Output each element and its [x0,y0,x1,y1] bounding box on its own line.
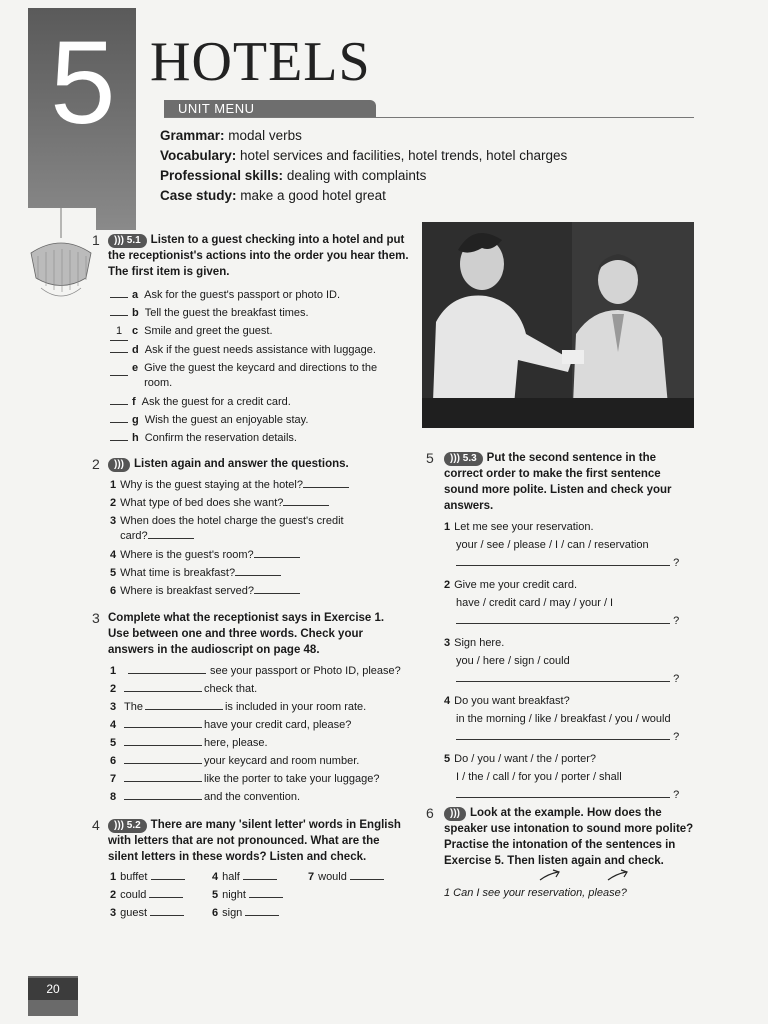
list-item: f Ask the guest for a credit card. [110,393,410,411]
word-item: 6 sign [212,904,279,922]
chandelier-image [26,208,96,308]
exercise-number: 2 [92,456,100,472]
audio-track-badge: ))) 5.2 [108,819,147,833]
word-item: 1 buffet [110,868,185,886]
exercise-3-list [110,662,410,806]
list-item: 1 c Smile and greet the guest. [110,322,410,341]
list-item: a Ask for the guest's passport or photo ID. [110,286,410,304]
menu-row: Case study: make a good hotel great [160,188,386,203]
word-item: 7 would [308,868,384,886]
word-item: 4 half [212,868,277,886]
exercise-3: 3 Complete what the receptionist says in Exercise 1. Use between one and three words. Check your answers in the audioscript on page 48. [92,610,385,656]
intonation-example: 1 Can I see your reservation, please? [444,887,627,899]
question: 2 What type of bed does she want? [110,494,410,512]
word-item: 5 night [212,886,283,904]
menu-row: Grammar: modal verbs [160,128,302,143]
gap-line[interactable] [124,745,202,746]
answer-line[interactable] [254,593,300,594]
unit-number: 5 [50,17,116,149]
exercise-1 [92,232,410,280]
gap-line[interactable] [128,673,206,674]
exercise-number: 1 [92,232,100,248]
question: 1 Why is the guest staying at the hotel? [110,476,410,494]
gap-fill-item: 2 check that. [110,683,258,695]
exercise-number: 4 [92,817,100,833]
reorder-item: 5 Do / you / want / the / porter? I / the / call / for you / porter / shall ? [444,753,680,801]
divider [164,117,694,118]
gap-line[interactable] [124,727,202,728]
answer-line[interactable] [456,565,670,566]
gap-fill-item: 8 and the convention. [110,791,301,803]
word-item: 3 guest [110,904,184,922]
gap-fill-item: 6 your keycard and room number. [110,755,360,767]
answer-line[interactable] [254,557,300,558]
exercise-number: 3 [92,610,100,626]
audio-track-badge: ))) [444,807,466,821]
gap-fill-item: 7 like the porter to take your luggage? [110,773,380,785]
reorder-item: 2 Give me your credit card. have / credit card / may / your / I ? [444,579,680,627]
gap-line[interactable] [124,799,202,800]
answer-line[interactable] [283,505,329,506]
gap-line[interactable] [145,709,223,710]
exercise-4: 4 ))) 5.2 There are many 'silent letter' words in English with letters that are not pronounced. What are the silent letters in these words? Listen and check. [92,817,401,863]
unit-menu-label: UNIT MENU [164,100,376,118]
unit-menu [160,126,567,206]
question: 5 What time is breakfast? [110,564,410,582]
word-item: 2 could [110,886,183,904]
exercise-5: 5 ))) 5.3 Put the second sentence in the correct order to make the first sentence sound more polite. Listen and check your answers. [426,450,672,512]
gap-fill-item: 5 here, please. [110,737,268,749]
reorder-item: 4 Do you want breakfast? in the morning / like / breakfast / you / would ? [444,695,680,743]
answer-line[interactable] [456,623,670,624]
answer-line[interactable] [456,681,670,682]
exercise-2-list [110,476,410,600]
list-item: d Ask if the guest needs assistance with luggage. [110,341,410,359]
answer-line[interactable] [456,739,670,740]
exercise-5-list [444,518,684,804]
reorder-item: 3 Sign here. you / here / sign / could ? [444,637,680,685]
answer-line[interactable] [456,797,670,798]
answer-line[interactable] [235,575,281,576]
gap-line[interactable] [124,691,202,692]
answer-line[interactable] [303,487,349,488]
exercise-6: 6 ))) Look at the example. How does the speaker use intonation to sound more polite? Practise the intonation of the sentences in Exercise 5. Then listen again and check. [426,805,694,867]
page-title: HOTELS [150,31,371,93]
gap-line[interactable] [124,781,202,782]
answer-line[interactable] [148,538,194,539]
list-item: g Wish the guest an enjoyable stay. [110,411,410,429]
gap-fill-item: 3 The is included in your room rate. [110,701,367,713]
menu-row: Professional skills: dealing with complaints [160,168,427,183]
exercise-1-list [110,286,410,447]
exercise-number: 5 [426,450,434,466]
exercise-1-instructions: 1 ))) 5.1 Listen to a guest checking into a hotel and put the receptionist's actions into the order you hear them. The first item is given. [92,232,409,278]
reception-photo [422,222,694,428]
exercise-2: 2 ))) Listen again and answer the questions. [92,456,349,472]
list-item: h Confirm the reservation details. [110,429,410,447]
page-number: 20 [28,978,78,1000]
reorder-item: 1 Let me see your reservation. your / see / please / I / can / reservation ? [444,521,680,569]
intonation-arrows-icon [536,868,636,884]
list-item: b Tell the guest the breakfast times. [110,304,410,322]
menu-row: Vocabulary: hotel services and facilities, hotel trends, hotel charges [160,148,568,163]
gap-line[interactable] [124,763,202,764]
gap-fill-item: 1 see your passport or Photo ID, please? [110,665,401,677]
exercise-number: 6 [426,805,434,821]
audio-track-badge: ))) 5.3 [444,452,483,466]
question: 4 Where is the guest's room? [110,546,410,564]
question: 3 When does the hotel charge the guest's credit card? [110,515,344,542]
list-item: e Give the guest the keycard and directions to the room. [110,361,410,391]
audio-track-badge: ))) 5.1 [108,234,147,248]
question: 6 Where is breakfast served? [110,582,410,600]
audio-track-badge: ))) [108,458,130,472]
gap-fill-item: 4 have your credit card, please? [110,719,352,731]
